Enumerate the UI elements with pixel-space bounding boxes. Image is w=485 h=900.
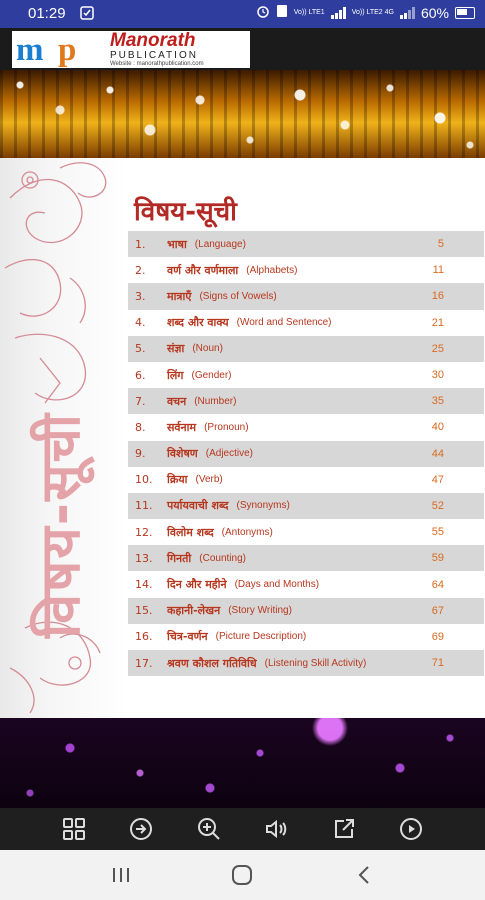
toc-row[interactable]: 15. कहानी-लेखन (Story Writing) 67 — [128, 598, 484, 624]
network-label-1: Vo)) LTE1 — [293, 9, 325, 16]
alarm-icon — [256, 4, 270, 21]
toc-row[interactable]: 6. लिंग (Gender) 30 — [135, 368, 444, 382]
reader-toolbar — [0, 808, 485, 850]
toc-row[interactable]: 1. भाषा (Language) 5 — [128, 231, 484, 257]
sim-icon — [276, 4, 288, 21]
toc-row[interactable]: 17. श्रवण कौशल गतिविधि (Listening Skill Activity) 71 — [128, 650, 484, 676]
toc-row[interactable]: 9. विशेषण (Adjective) 44 — [128, 441, 484, 467]
toc-row[interactable]: 14. दिन और महीने (Days and Months) 64 — [135, 578, 444, 592]
side-title: विषय-सूची — [29, 412, 92, 638]
speaker-icon[interactable] — [262, 815, 290, 843]
zoom-in-icon[interactable] — [195, 815, 223, 843]
app-bar — [0, 28, 485, 70]
share-icon[interactable] — [330, 815, 358, 843]
goto-page-icon[interactable] — [127, 815, 155, 843]
top-banner-image — [0, 70, 485, 158]
logo-mark: m p — [16, 31, 77, 68]
grid-icon[interactable] — [60, 815, 88, 843]
toc-row[interactable]: 4. शब्द और वाक्य (Word and Sentence) 21 — [135, 316, 444, 330]
publisher-logo[interactable] — [12, 31, 250, 68]
status-bar — [0, 0, 485, 28]
signal-icon-2 — [400, 7, 415, 19]
network-label-2: Vo)) LTE2 4G — [351, 9, 394, 16]
system-navigation-bar — [0, 850, 485, 900]
battery-percent: 60% — [420, 4, 449, 21]
logo-title: Manorath — [110, 30, 196, 51]
page-title: विषय-सूची — [134, 197, 237, 227]
toc-row[interactable]: 10. क्रिया (Verb) 47 — [135, 473, 444, 487]
signal-icon-1 — [331, 7, 346, 19]
play-icon[interactable] — [397, 815, 425, 843]
book-page[interactable] — [0, 158, 485, 718]
toc-row[interactable]: 5. संज्ञा (Noun) 25 — [128, 336, 484, 362]
toc-row[interactable]: 7. वचन (Number) 35 — [128, 388, 484, 414]
recent-apps-icon[interactable] — [101, 860, 141, 890]
toc-row[interactable]: 2. वर्ण और वर्णमाला (Alphabets) 11 — [135, 263, 444, 277]
home-icon[interactable] — [222, 860, 262, 890]
toc-row[interactable]: 16. चित्र-वर्णन (Picture Description) 69 — [135, 630, 444, 644]
logo-subtitle: PUBLICATION — [110, 50, 198, 61]
battery-icon — [455, 7, 475, 19]
notification-icon — [80, 6, 94, 24]
toc-row[interactable]: 8. सर्वनाम (Pronoun) 40 — [135, 420, 444, 434]
toc-row[interactable]: 3. मात्राएँ (Signs of Vowels) 16 — [128, 283, 484, 309]
bottom-banner-image — [0, 718, 485, 808]
logo-website: Website : manorathpublication.com — [110, 61, 204, 67]
back-icon[interactable] — [344, 860, 384, 890]
toc-row[interactable]: 12. विलोम शब्द (Antonyms) 55 — [135, 525, 444, 539]
table-of-contents — [128, 231, 484, 676]
toc-row[interactable]: 13. गिनती (Counting) 59 — [128, 545, 484, 571]
status-time: 01:29 — [28, 5, 66, 22]
left-decor-band — [0, 158, 128, 718]
toc-row[interactable]: 11. पर्यायवाची शब्द (Synonyms) 52 — [128, 493, 484, 519]
